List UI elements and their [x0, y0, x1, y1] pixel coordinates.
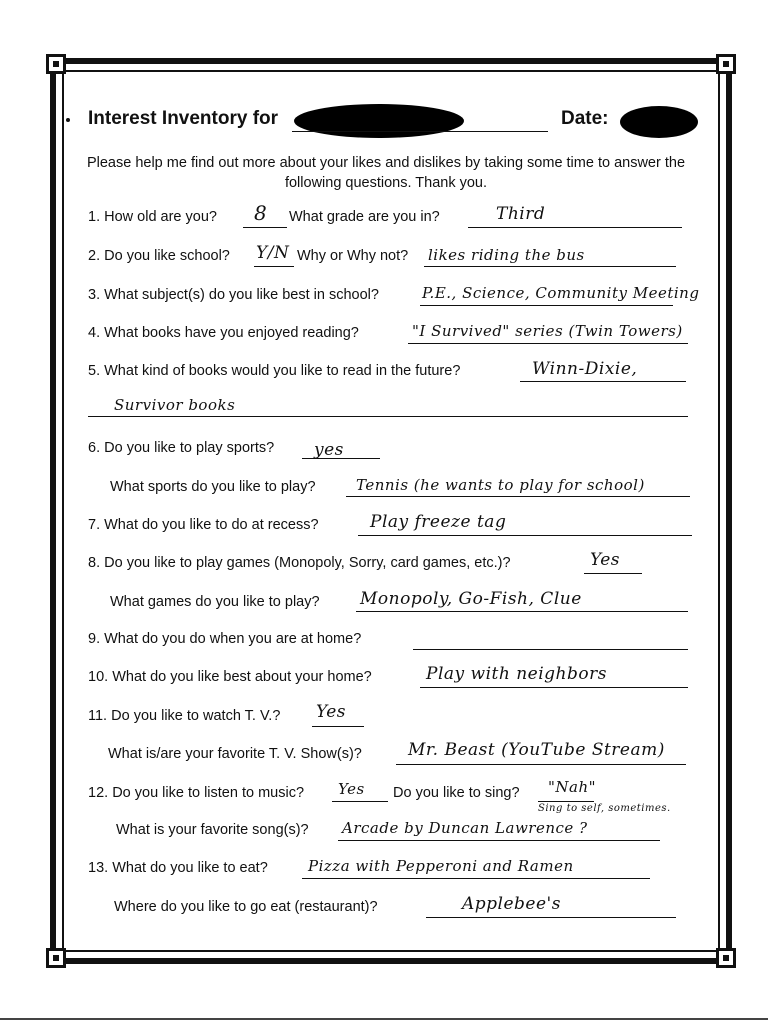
question-text: Where do you like to go eat (restaurant)?	[114, 899, 378, 915]
question-number: 12.	[88, 785, 109, 801]
worksheet-title: Interest Inventory for	[88, 108, 279, 129]
answer-books: "I Survived" series (Twin Towers)	[412, 322, 683, 340]
answer-line[interactable]	[426, 917, 676, 918]
question-text: What sports do you like to play?	[110, 479, 316, 495]
question-number: 2.	[88, 248, 101, 264]
question-text: What subject(s) do you like best in school?	[104, 287, 379, 303]
answer-line[interactable]	[420, 687, 688, 688]
corner-ornament	[46, 54, 66, 74]
answer-line[interactable]	[468, 227, 682, 228]
answer-line[interactable]	[408, 343, 688, 344]
question-number: 9.	[88, 631, 101, 647]
question-text: What is/are your favorite T. V. Show(s)?	[108, 746, 362, 762]
answer-line[interactable]	[88, 416, 688, 417]
question-text: What do you like to do at recess?	[104, 517, 319, 533]
question-number: 1.	[88, 209, 101, 225]
question-number: 13.	[88, 860, 109, 876]
question-12	[88, 785, 304, 801]
question-text: What do you do when you are at home?	[104, 631, 362, 647]
answer-games-yes: Yes	[590, 550, 621, 570]
question-number: 7.	[88, 517, 101, 533]
name-redaction	[294, 104, 464, 138]
question-8	[88, 555, 511, 571]
question-text: Do you like to sing?	[393, 785, 520, 801]
answer-line[interactable]	[356, 611, 688, 612]
answer-sports: Tennis (he wants to play for school)	[356, 476, 645, 494]
answer-line[interactable]	[538, 801, 594, 802]
scan-edge-line	[0, 1018, 768, 1020]
answer-line[interactable]	[396, 764, 686, 765]
answer-future-books-cont: Survivor books	[114, 396, 236, 414]
answer-sing: "Nah"	[548, 778, 597, 796]
question-5	[88, 363, 460, 379]
answer-tv-yes: Yes	[316, 702, 347, 722]
answer-tv-shows: Mr. Beast (YouTube Stream)	[408, 740, 665, 760]
answer-line[interactable]	[254, 266, 294, 267]
answer-line[interactable]	[413, 649, 688, 650]
question-text: Do you like to watch T. V.?	[111, 708, 281, 724]
question-7	[88, 517, 319, 533]
answer-sing-note: Sing to self, sometimes.	[538, 803, 671, 814]
answer-line[interactable]	[346, 496, 690, 497]
answer-line[interactable]	[302, 878, 650, 879]
name-line[interactable]	[292, 131, 548, 132]
answer-line[interactable]	[584, 573, 642, 574]
answer-line[interactable]	[312, 726, 364, 727]
question-text: What do you like best about your home?	[112, 669, 372, 685]
answer-line[interactable]	[243, 227, 287, 228]
question-number: 4.	[88, 325, 101, 341]
answer-music-yes: Yes	[338, 780, 365, 798]
answer-games: Monopoly, Go-Fish, Clue	[360, 589, 582, 609]
question-13	[88, 860, 268, 876]
question-text: What games do you like to play?	[110, 594, 320, 610]
answer-eat: Pizza with Pepperoni and Ramen	[308, 857, 574, 875]
answer-line[interactable]	[420, 305, 673, 306]
question-4	[88, 325, 359, 341]
answer-line[interactable]	[338, 840, 660, 841]
answer-subjects: P.E., Science, Community Meeting	[422, 284, 700, 302]
corner-ornament	[716, 948, 736, 968]
answer-future-books: Winn-Dixie,	[532, 359, 638, 379]
question-9	[88, 631, 361, 647]
question-6	[88, 440, 274, 456]
question-2	[88, 248, 230, 264]
question-text: Why or Why not?	[297, 248, 409, 264]
question-text: Do you like to listen to music?	[112, 785, 305, 801]
answer-restaurant: Applebee's	[462, 894, 561, 914]
question-number: 6.	[88, 440, 101, 456]
date-label: Date:	[561, 108, 609, 129]
answer-like-school: Y/N	[256, 243, 290, 263]
date-redaction	[620, 106, 698, 138]
question-text: Do you like to play games (Monopoly, Sorry, card games, etc.)?	[104, 555, 511, 571]
question-text: What kind of books would you like to read in the future?	[104, 363, 461, 379]
answer-line[interactable]	[520, 381, 686, 382]
instructions: Please help me find out more about your likes and dislikes by taking some time to answer the following questions. Thank you.	[86, 155, 686, 191]
stray-mark	[66, 118, 70, 122]
answer-home: Play with neighbors	[426, 664, 607, 684]
question-text: What do you like to eat?	[112, 860, 268, 876]
answer-why: likes riding the bus	[428, 246, 585, 264]
question-text: What grade are you in?	[289, 209, 440, 225]
question-number: 10.	[88, 669, 109, 685]
corner-ornament	[46, 948, 66, 968]
answer-recess: Play freeze tag	[370, 512, 507, 532]
question-number: 3.	[88, 287, 101, 303]
question-11	[88, 708, 280, 724]
question-number: 5.	[88, 363, 101, 379]
answer-line[interactable]	[424, 266, 676, 267]
answer-age: 8	[254, 201, 268, 225]
question-3	[88, 287, 379, 303]
question-10	[88, 669, 372, 685]
answer-grade: Third	[496, 204, 546, 224]
question-number: 11.	[88, 708, 108, 724]
corner-ornament	[716, 54, 736, 74]
question-text: What books have you enjoyed reading?	[104, 325, 359, 341]
question-text: How old are you?	[104, 209, 217, 225]
answer-sports-yes: yes	[314, 440, 344, 460]
answer-songs: Arcade by Duncan Lawrence ?	[342, 819, 588, 837]
question-text: What is your favorite song(s)?	[116, 822, 309, 838]
answer-line[interactable]	[332, 801, 388, 802]
question-text: Do you like school?	[104, 248, 230, 264]
question-text: Do you like to play sports?	[104, 440, 275, 456]
question-number: 8.	[88, 555, 101, 571]
answer-line[interactable]	[358, 535, 692, 536]
question-1	[88, 209, 217, 225]
